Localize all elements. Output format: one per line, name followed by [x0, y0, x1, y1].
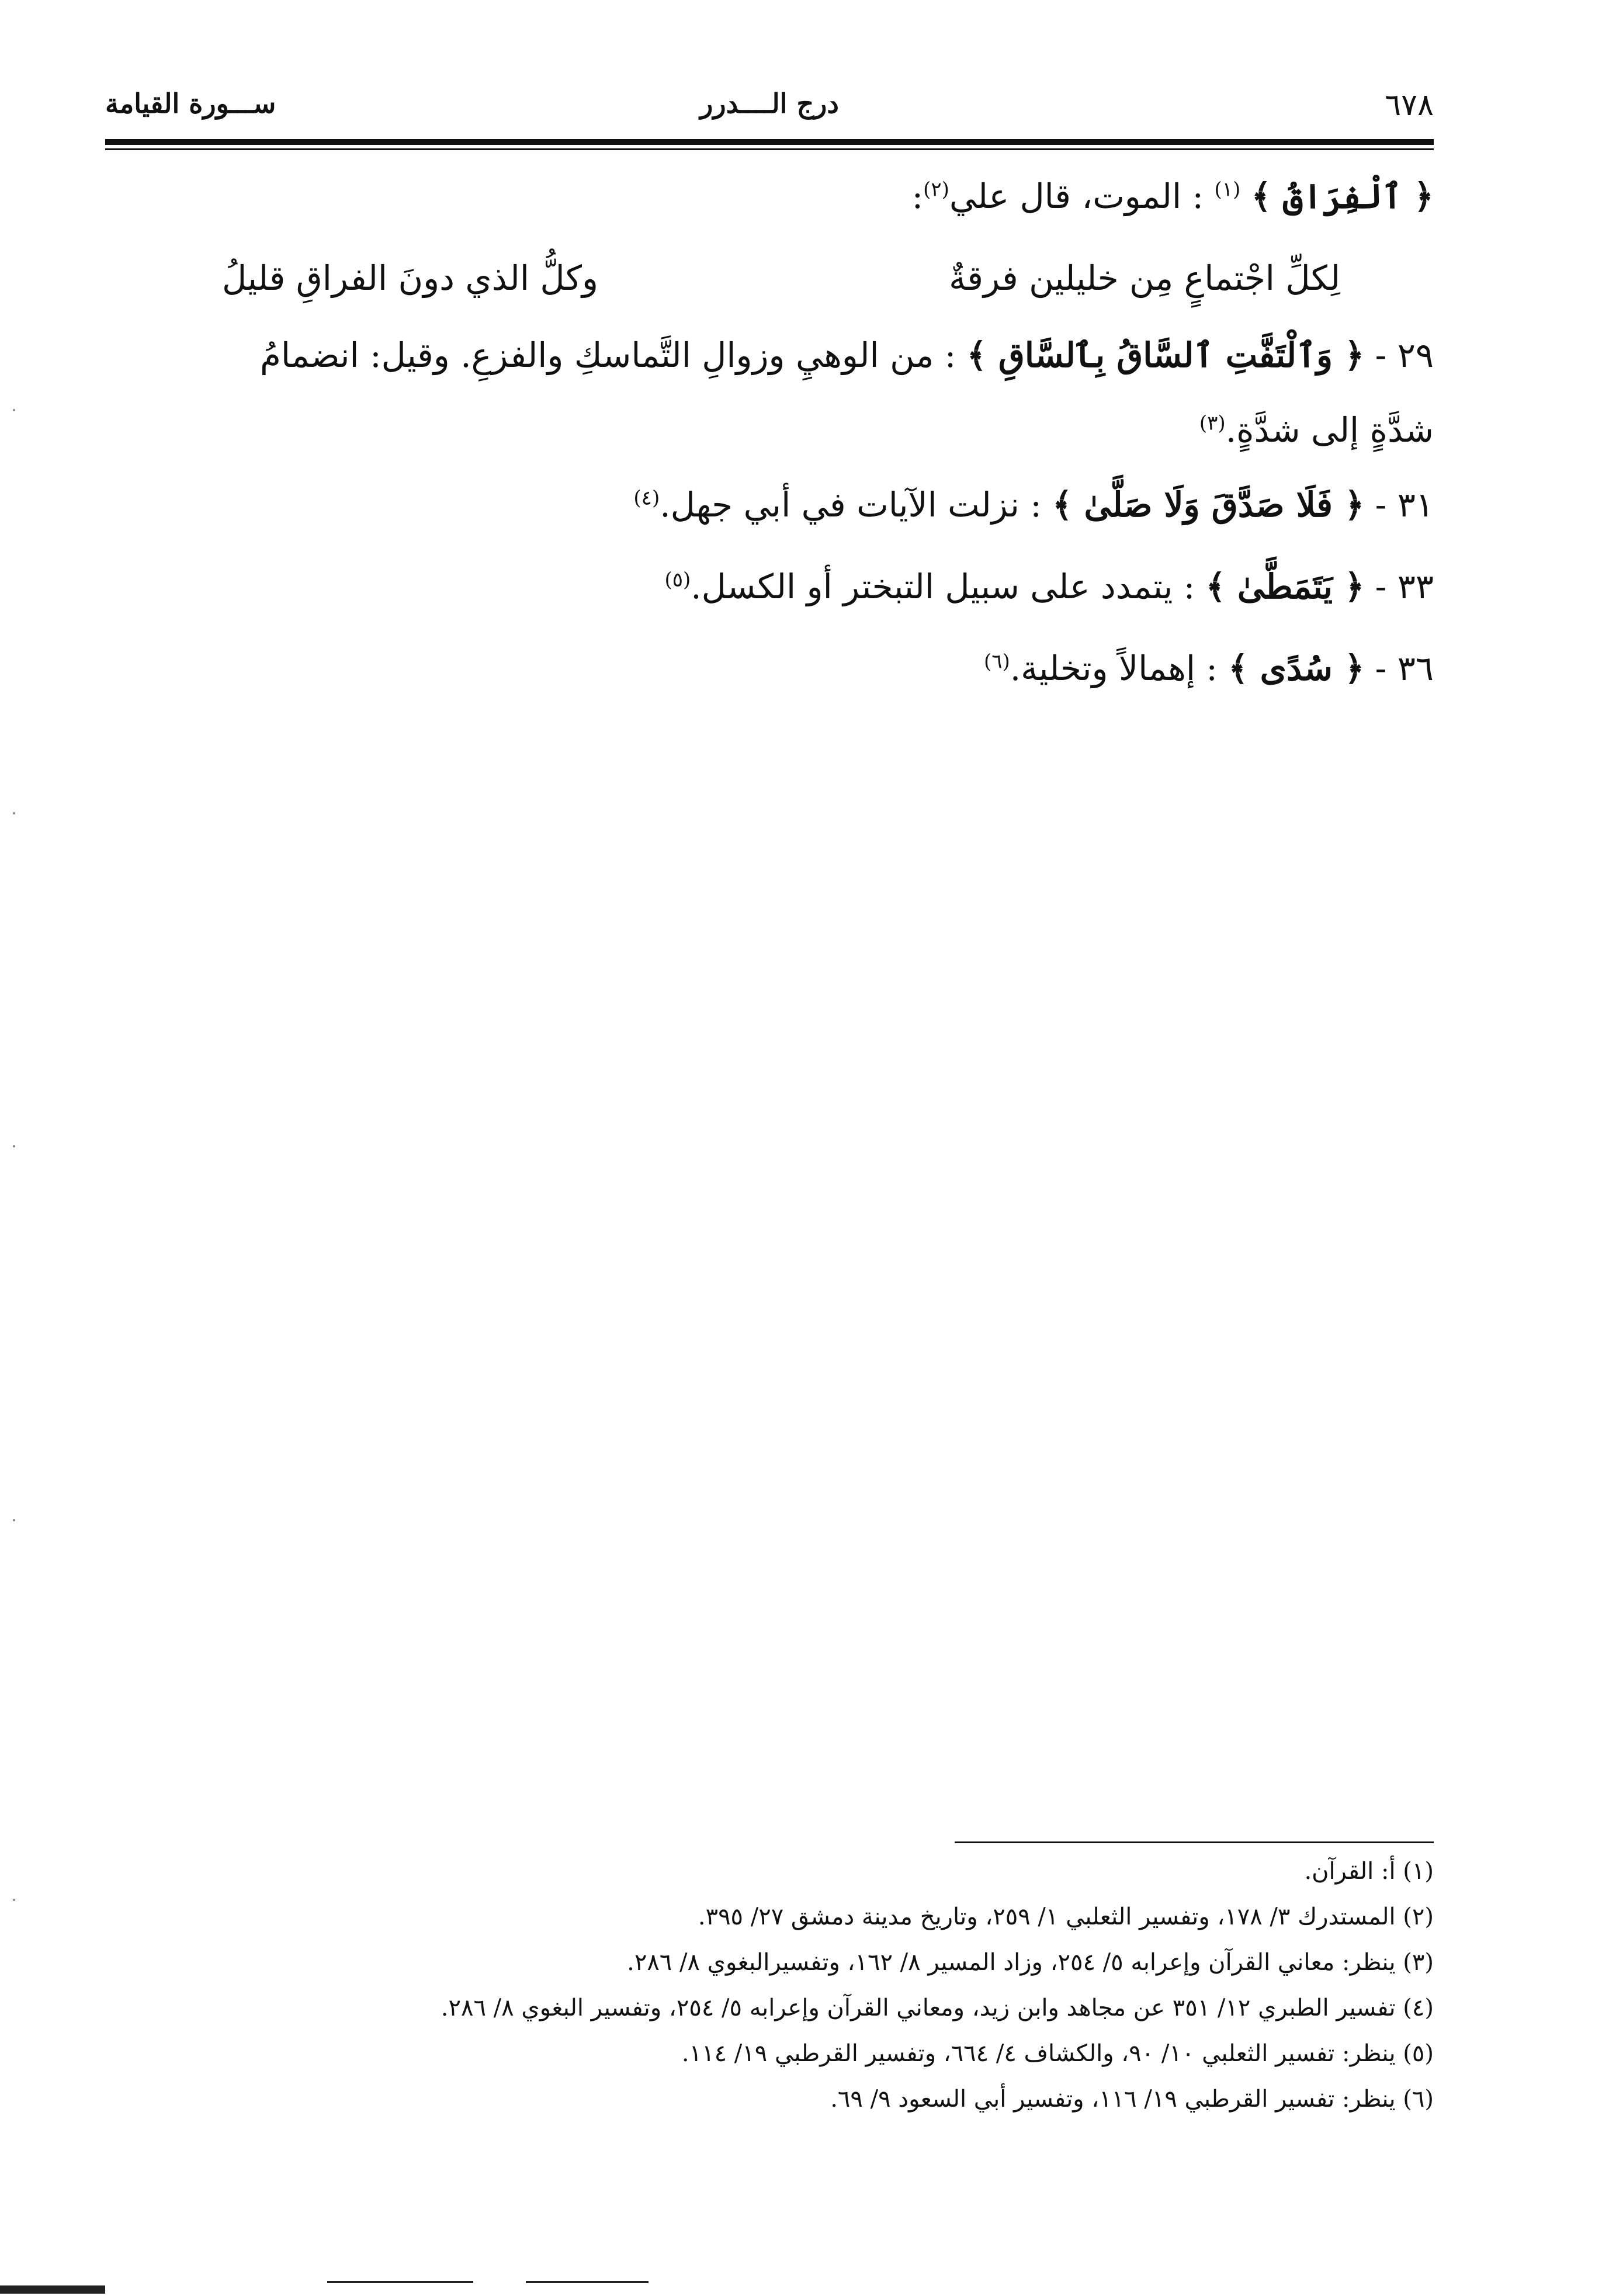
footnote-ref: (٣)	[1199, 411, 1226, 435]
verse-hemistich-2: وكلُّ الذي دونَ الفراقِ قليلُ	[222, 258, 598, 298]
text-line-6	[664, 566, 1434, 608]
text-line-4	[1199, 409, 1434, 452]
verse-number: ٣٣ -	[1375, 567, 1434, 606]
header-rule-thin	[105, 148, 1434, 150]
verse-hemistich-1: لِكلِّ اجْتماعٍ مِن خليلين فرقةٌ	[949, 258, 1340, 298]
gloss: : إهمالاً وتخلية.	[1010, 648, 1218, 688]
gloss: : الموت، قال علي	[949, 176, 1204, 216]
footnote-ref: (٦)	[983, 650, 1010, 674]
scan-edge-mark	[526, 2281, 649, 2283]
quran-word: ﴿ سُدًى ﴾	[1228, 648, 1365, 688]
surah-title: ســـورة القيامة	[105, 88, 276, 119]
quran-word: ﴿ وَٱلْتَفَّتِ ٱلسَّاقُ بِٱلسَّاقِ ﴾	[966, 335, 1365, 375]
running-header	[105, 88, 1434, 134]
footnote: (١) أ: القرآن.	[1304, 1858, 1434, 1885]
scan-dot	[13, 1519, 15, 1521]
page-number: ٦٧٨	[1385, 88, 1434, 123]
gloss: : يتمدد على سبيل التبختر أو الكسل.	[691, 567, 1195, 606]
verse-number: ٣٦ -	[1375, 648, 1434, 688]
footnote-ref: (٢)	[923, 178, 949, 202]
scan-dot	[13, 812, 15, 814]
header-rule	[105, 139, 1434, 145]
footnote: (٣) ينظر: معاني القرآن وإعرابه ٥/ ٢٥٤، وزاد المسير ٨/ ١٦٢، وتفسيرالبغوي ٨/ ٢٨٦.	[627, 1949, 1434, 1976]
footnote-ref: (١)	[1214, 178, 1241, 202]
verse-number: ٣١ -	[1375, 485, 1434, 525]
footnote-ref: (٤)	[633, 486, 660, 510]
verse-number: ٢٩ -	[1375, 335, 1434, 375]
gloss: : نزلت الآيات في أبي جهل.	[660, 485, 1042, 525]
footnote: (٢) المستدرك ٣/ ١٧٨، وتفسير الثعلبي ١/ ٢٥٩، وتاريخ مدينة دمشق ٢٧/ ٣٩٥.	[698, 1903, 1434, 1930]
footnote-separator	[955, 1841, 1434, 1843]
scan-dot	[13, 409, 15, 411]
scan-dot	[13, 1145, 15, 1147]
footnote: (٥) ينظر: تفسير الثعلبي ١٠/ ٩٠، والكشاف ٤/ ٦٦٤، وتفسير القرطبي ١٩/ ١١٤.	[681, 2040, 1434, 2067]
footnote-ref: (٥)	[664, 568, 691, 592]
scan-edge-mark	[327, 2281, 473, 2283]
poetry-verse	[222, 257, 1340, 310]
text-line-3	[105, 334, 1434, 377]
book-title: درج الــــدرر	[700, 88, 839, 119]
gloss: شدَّةٍ إلى شدَّةٍ.	[1225, 410, 1434, 450]
scan-dot	[13, 1899, 15, 1901]
quran-word: ﴿ يَتَمَطَّىٰ ﴾	[1205, 567, 1365, 606]
quran-word: ﴿ ٱلْفِرَاقُ ﴾	[1251, 176, 1434, 216]
text-line-7	[984, 647, 1434, 690]
footnote: (٦) ينظر: تفسير القرطبي ١٩/ ١١٦، وتفسير أبي السعود ٩/ ٦٩.	[830, 2086, 1434, 2113]
colon: :	[911, 176, 924, 216]
quran-word: ﴿ فَلَا صَدَّقَ وَلَا صَلَّىٰ ﴾	[1052, 485, 1365, 525]
text-line-1	[912, 175, 1434, 218]
footnote: (٤) تفسير الطبري ١٢/ ٣٥١ عن مجاهد وابن زيد، ومعاني القرآن وإعرابه ٥/ ٢٥٤، وتفسير البغوي ٨/ ٢٨٦.	[441, 1995, 1434, 2021]
text-line-5	[633, 484, 1434, 526]
gloss: : من الوهيِ وزوالِ التَّماسكِ والفزعِ. وقيل: انضمامُ	[259, 335, 956, 375]
scan-edge-mark	[0, 2285, 105, 2294]
